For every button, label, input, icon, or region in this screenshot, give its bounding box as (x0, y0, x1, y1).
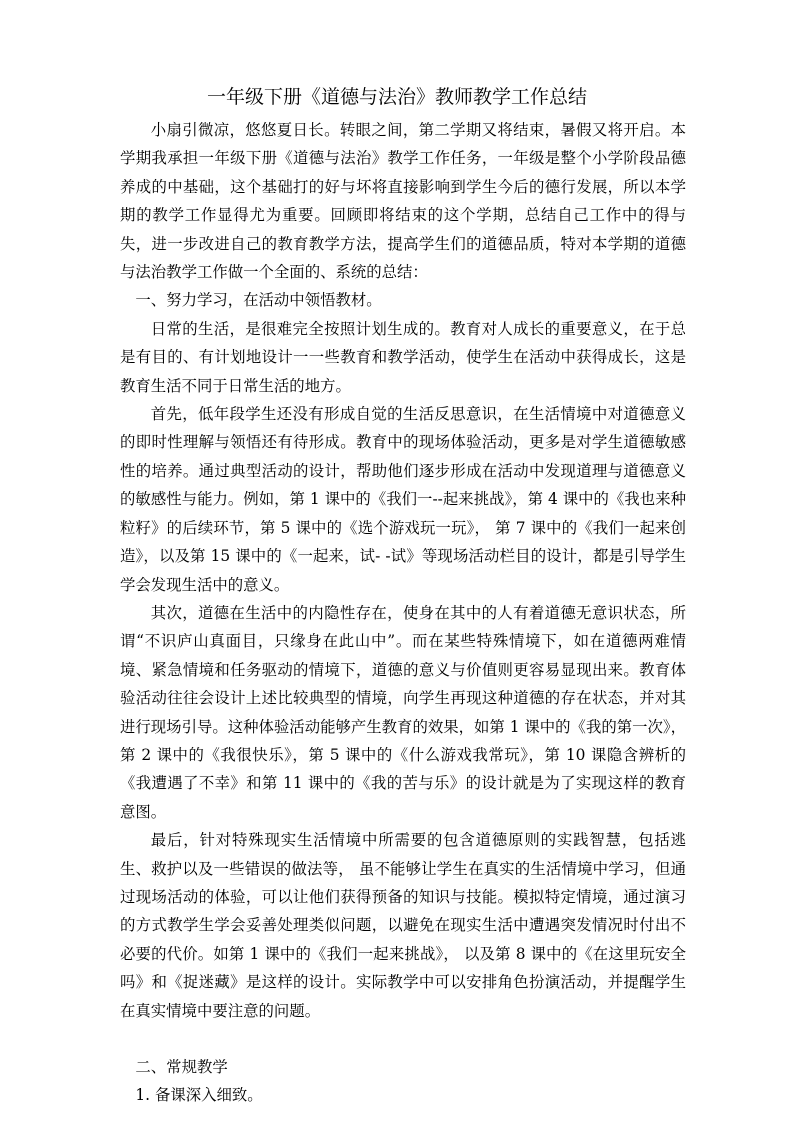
paragraph-daily-life: 日常的生活，是很难完全按照计划生成的。教育对人成长的重要意义，在于总是有目的、有计划地设计一一些教育和教学活动，使学生在活动中获得成长，这是教育生活不同于日常生活的地方。 (120, 319, 686, 395)
paragraph-first: 首先，低年段学生还没有形成自觉的生活反思意识，在生活情境中对道德意义的即时性理解与领悟还有待形成。教育中的现场体验活动，更多是对学生道德敏感性的培养。通过典型活动的设计，帮助他们逐步形成在活动中发现道理与道德意义的敏感性与能力。例如，第 1 课中的《我们一--起来挑战》，第 4 课中的《我也来种粒籽》的后续环节，第 5 课中的《选个游戏玩一玩》， 第 7 课中的《我们一起来创造》，以及第 15 课中的《一起来，试- -试》等现场活动栏目的设计，都是引导学生学会发现生活中的意义。 (120, 405, 686, 594)
paragraph-second: 其次，道德在生活中的内隐性存在，使身在其中的人有着道德无意识状态，所谓“不识庐山真面目，只缘身在此山中”。而在某些特殊情境下，如在道德两难情境、紧急情境和任务驱动的情境下，道德的意义与价值则更容易显现出来。教育体验活动往往会设计上述比较典型的情境，向学生再现这种道德的存在状态，并对其进行现场引导。这种体验活动能够产生教育的效果，如第 1 课中的《我的第一次》， 第 2 课中的《我很快乐》，第 5 课中的《什么游戏我常玩》，第 10 课隐含辨析的《我遭遇了不幸》和第 11 课中的《我的苦与乐》的设计就是为了实现这样的教育意图。 (120, 603, 686, 821)
document-body (120, 116, 686, 1110)
intro-paragraph: 小扇引微凉，悠悠夏日长。转眼之间，第二学期又将结束，暑假又将开启。本学期我承担一年级下册《道德与法治》教学工作任务，一年级是整个小学阶段品德养成的中基础，这个基础打的好与坏将直接影响到学生今后的德行发展，所以本学期的教学工作显得尤为重要。回顾即将结束的这个学期，总结自己工作中的得与失，进一步改进自己的教育教学方法，提高学生们的道德品质，特对本学期的道德与法治教学工作做一个全面的、系统的总结： (120, 121, 686, 282)
document-title: 一年级下册《道德与法治》教师教学工作总结 (206, 86, 587, 108)
section-heading-1: 一、努力学习，在活动中领悟教材。 (135, 291, 382, 310)
paragraph-last: 最后，针对特殊现实生活情境中所需要的包含道德原则的实践智慧，包括逃生、救护以及一些错误的做法等， 虽不能够让学生在真实的生活情境中学习，但通过现场活动的体验，可以让他们获得预备的知识与技能。模拟特定情境，通过演习的方式教学生学会妥善处理类似问题，以避免在现实生活中遭遇突发情况时付出不必要的代价。如第 1 课中的《我们一起来挑战》， 以及第 8 课中的《在这里玩安全吗》和《捉迷藏》是这样的设计。实际教学中可以安排角色扮演活动，并提醒学生在真实情境中要注意的问题。 (120, 831, 686, 1020)
subsection-heading-1: 1. 备课深入细致。 (135, 1086, 263, 1105)
section-heading-2: 二、常规教学 (135, 1058, 228, 1076)
